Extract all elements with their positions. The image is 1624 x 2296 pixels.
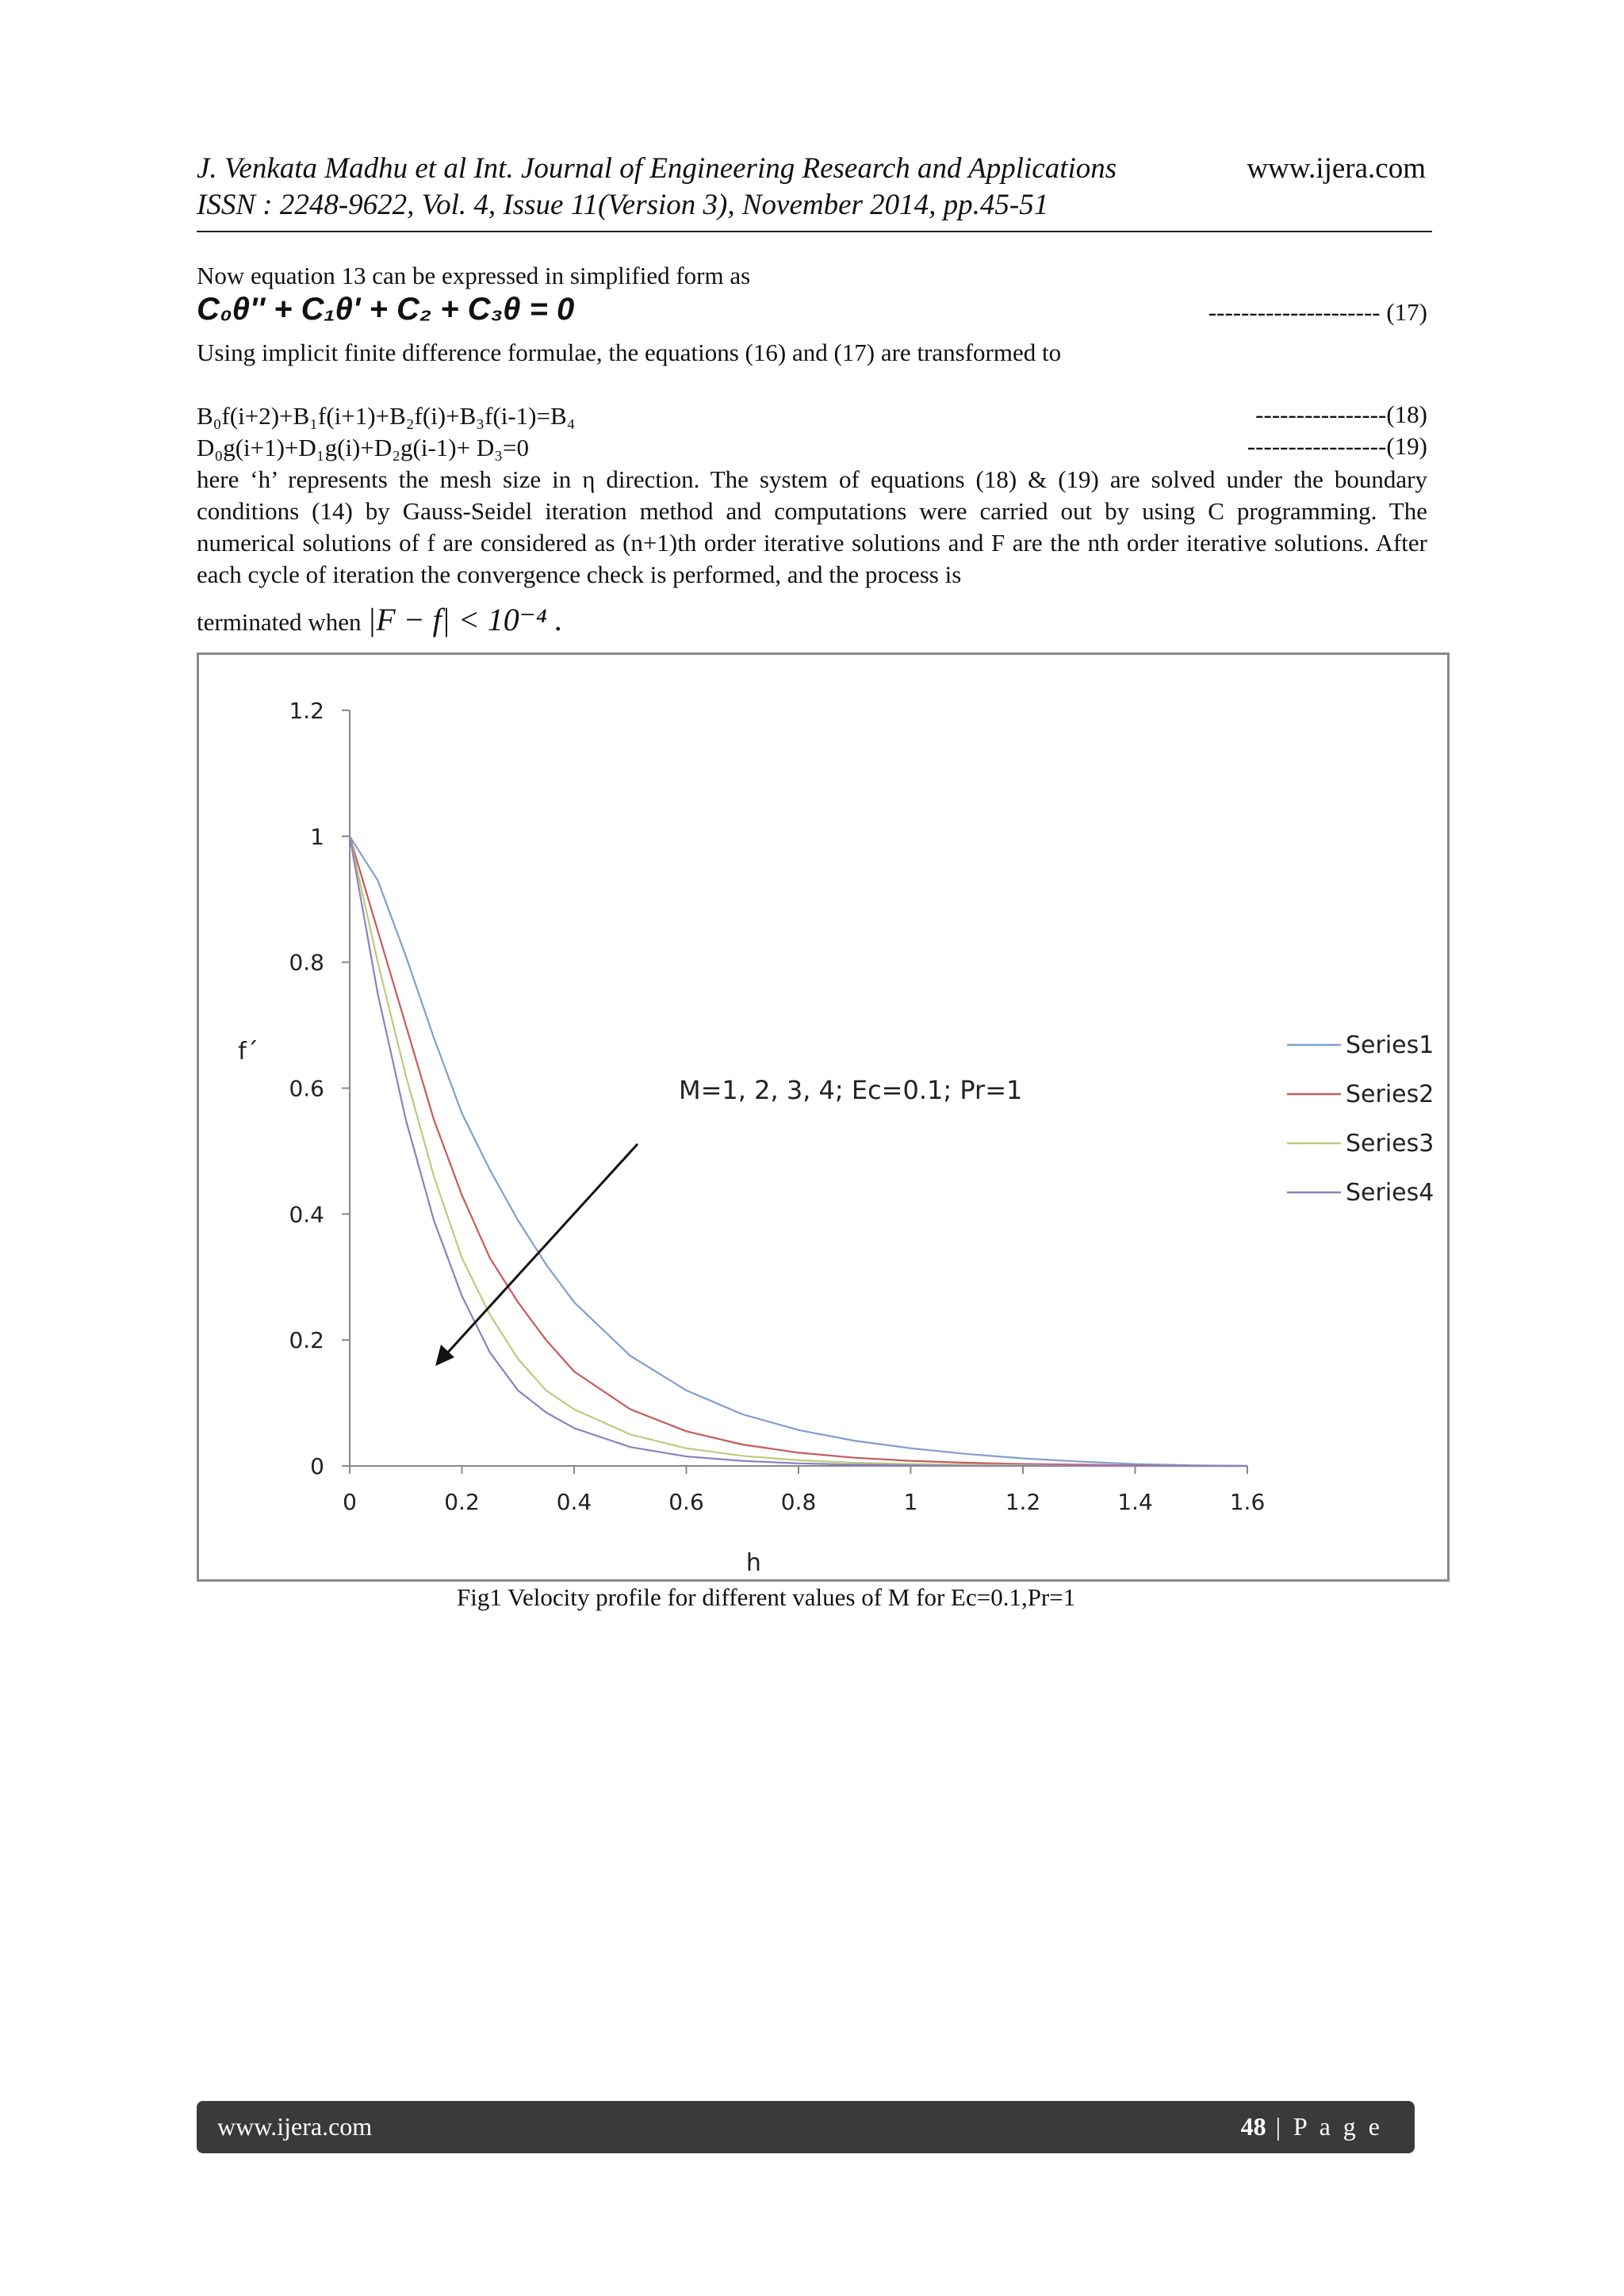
y-tick-label: 1.2	[289, 698, 324, 724]
equation-18: B₀f(i+2)+B₁f(i+1)+B₂f(i)+B₃f(i-1)=B₄	[197, 402, 576, 430]
legend-label-1: Series1	[1346, 1031, 1434, 1059]
x-tick-label: 1.2	[1005, 1489, 1041, 1515]
annotation-arrow	[445, 1144, 638, 1356]
legend-label-4: Series4	[1346, 1179, 1434, 1207]
series-line-4	[350, 836, 1247, 1466]
x-tick-label: 0.4	[556, 1489, 592, 1515]
transform-text: Using implicit finite difference formulae, the equations (16) and (17) are transformed to	[197, 339, 1062, 366]
terminated-prefix: terminated when	[197, 608, 362, 636]
legend-label-2: Series2	[1346, 1081, 1434, 1108]
x-tick-label: 0.2	[444, 1489, 480, 1515]
header-divider	[197, 231, 1432, 232]
x-tick-label: 0.8	[780, 1489, 817, 1515]
legend-label-3: Series3	[1346, 1130, 1434, 1158]
y-axis-label: f´	[238, 1038, 259, 1066]
x-tick-label: 1.4	[1117, 1489, 1153, 1515]
equation-19-number: -----------------(19)	[1247, 432, 1427, 460]
x-tick-label: 1	[903, 1489, 918, 1515]
y-tick-label: 0.4	[289, 1201, 324, 1228]
x-tick-label: 1.6	[1229, 1489, 1266, 1515]
x-tick-label: 0.6	[668, 1489, 704, 1515]
journal-title: J. Venkata Madhu et al Int. Journal of Engineering Research and Applications	[197, 152, 1117, 185]
velocity-profile-chart	[199, 655, 1447, 1579]
convergence-criterion: |F − f| < 10⁻⁴ .	[367, 602, 563, 637]
y-tick-label: 0.6	[289, 1075, 324, 1102]
series-line-3	[350, 836, 1247, 1466]
x-tick-label: 0	[343, 1489, 357, 1515]
header-website: www.ijera.com	[1247, 152, 1426, 185]
page-footer	[197, 2101, 1415, 2153]
equation-17-number: --------------------- (17)	[1208, 298, 1427, 326]
method-paragraph: here ‘h’ represents the mesh size in η direction. The system of equations (18) & (19) are solved under the boundary conditions (14) by Gauss-Seidel iteration method and computations were carried out by using C programming. The numerical solutions of f are considered as (n+1)th order iterative solutions and F are the nth order iterative solutions. After each cycle of iteration the convergence check is performed, and the process is	[197, 465, 1427, 588]
issn-line: ISSN : 2248-9622, Vol. 4, Issue 11(Version 3), November 2014, pp.45-51	[197, 189, 1049, 221]
series-line-2	[350, 836, 1247, 1466]
equation-17: C₀θ'' + C₁θ' + C₂ + C₃θ = 0	[197, 292, 575, 327]
footer-website: www.ijera.com	[217, 2112, 373, 2141]
series-line-1	[350, 836, 1247, 1466]
figure-frame	[197, 652, 1450, 1582]
page-label: | P a g e	[1266, 2112, 1383, 2141]
y-tick-label: 0	[310, 1453, 324, 1479]
y-tick-label: 1	[310, 823, 324, 850]
figure-caption: Fig1 Velocity profile for different values of M for Ec=0.1,Pr=1	[457, 1583, 1076, 1611]
intro-text: Now equation 13 can be expressed in simplified form as	[197, 262, 751, 289]
y-tick-label: 0.8	[289, 949, 324, 976]
termination-line	[197, 604, 1427, 638]
page-number: 48	[1240, 2112, 1266, 2141]
footer-page	[1241, 2112, 1383, 2141]
equation-18-number: ----------------(18)	[1255, 400, 1427, 428]
chart-annotation: M=1, 2, 3, 4; Ec=0.1; Pr=1	[679, 1075, 1023, 1105]
y-tick-label: 0.2	[289, 1327, 324, 1354]
running-header	[197, 151, 1434, 224]
equation-19: D₀g(i+1)+D₁g(i)+D₂g(i-1)+ D₃=0	[197, 434, 530, 461]
x-axis-label: h	[745, 1549, 761, 1577]
